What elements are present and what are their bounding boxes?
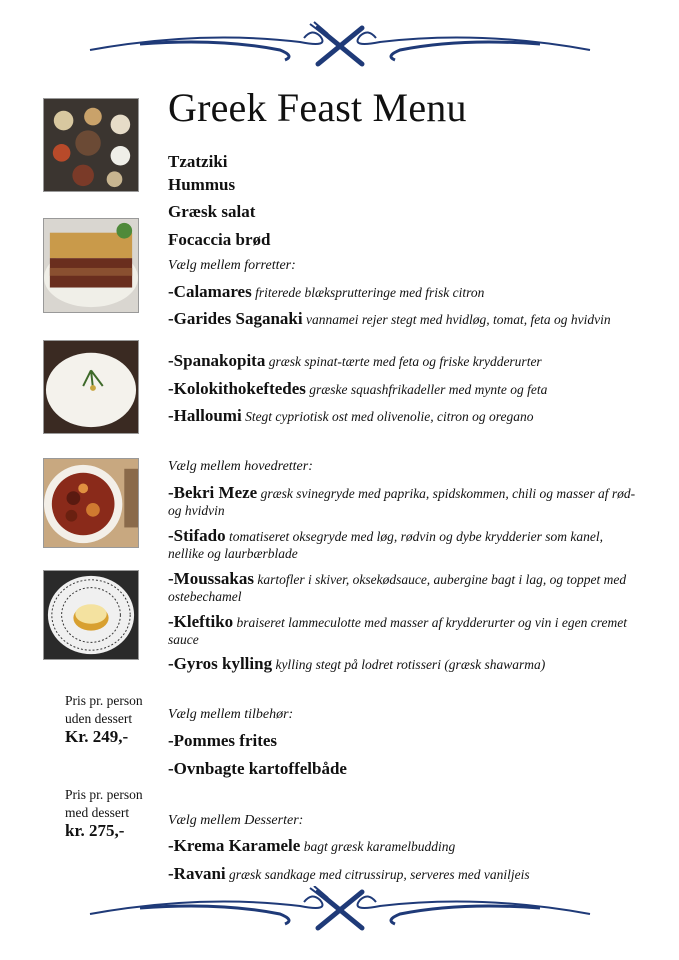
- price-with-dessert: [65, 786, 165, 840]
- price-label: uden dessert: [65, 711, 133, 726]
- price-label: Pris pr. person: [65, 787, 143, 802]
- starters-heading: Vælg mellem forretter:: [168, 258, 296, 273]
- mains-heading: Vælg mellem hovedretter:: [168, 459, 313, 474]
- dish-description: braiseret lammeculotte med masser af krydderurter og vin i egen cremet sauce: [168, 615, 627, 647]
- dish-name: -Ravani: [168, 864, 226, 883]
- dish-name: -Stifado: [168, 526, 226, 545]
- main-item: -Kleftiko braiseret lammeculotte med masser af krydderurter og vin i egen cremet sauce: [168, 612, 627, 647]
- dish-name: -Calamares: [168, 282, 252, 301]
- dish-name: Moussakas: [173, 569, 254, 588]
- dish-name: -Krema Karamele: [168, 836, 301, 855]
- basic-item: Tzatziki: [168, 152, 228, 171]
- price-label: Pris pr. person: [65, 693, 143, 708]
- sides-heading: Vælg mellem tilbehør:: [168, 707, 294, 722]
- dish-name: -Gyros kylling: [168, 654, 273, 673]
- main-item: -Bekri Meze græsk svinegryde med paprika, spidskommen, chili og masser af rød- og hvidvin: [168, 483, 636, 518]
- menu-title: Greek Feast Menu: [168, 85, 467, 130]
- basic-item: Hummus: [168, 175, 236, 194]
- bottom-ornament: [80, 886, 600, 936]
- starter-item: [168, 310, 638, 328]
- price-value: Kr. 249,-: [65, 727, 129, 746]
- dish-name: -Garides Saganaki: [168, 309, 303, 328]
- top-ornament: [80, 20, 600, 70]
- photo-moussaka: [43, 218, 139, 313]
- dish-name: Bekri Meze: [173, 483, 258, 502]
- basic-item: Focaccia brød: [168, 230, 271, 249]
- main-item: [168, 655, 638, 673]
- dish-description: græske squashfrikadeller med mynte og feta: [309, 382, 548, 397]
- dish-description: græsk svinegryde med paprika, spidskommen, chili og masser af rød- og hvidvin: [168, 486, 636, 518]
- starter-item: [168, 283, 638, 301]
- dish-description: friterede blæksprutteringe med frisk citron: [255, 285, 485, 300]
- desserts-heading: Vælg mellem Desserter:: [168, 813, 304, 828]
- dish-name: Kolokithokeftedes: [173, 379, 306, 398]
- photo-meze-spread: [43, 98, 139, 192]
- starter-item: -Kolokithokeftedes græske squashfrikadeller med mynte og feta: [168, 379, 548, 398]
- dish-name: Halloumi: [173, 406, 242, 425]
- photo-stew: [43, 458, 139, 548]
- main-item: [168, 527, 638, 562]
- side-item: -Ovnbagte kartoffelbåde: [168, 759, 347, 778]
- dish-description: bagt græsk karamelbudding: [303, 839, 456, 854]
- basic-item: Græsk salat: [168, 202, 256, 221]
- dish-name: Kleftiko: [173, 612, 234, 631]
- main-item: -Moussakas kartofler i skiver, oksekødsauce, aubergine bagt i lag, og toppet med ostebechamel: [168, 569, 627, 604]
- starter-item: -Spanakopita græsk spinat-tærte med feta og friske krydderurter: [168, 351, 542, 370]
- price-without-dessert: [65, 692, 165, 746]
- dessert-item: [168, 837, 638, 855]
- dish-description: kartofler i skiver, oksekødsauce, aubergine bagt i lag, og toppet med ostebechamel: [168, 572, 627, 604]
- dish-description: kylling stegt på lodret rotisseri (græsk shawarma): [275, 657, 546, 672]
- price-value: kr. 275,-: [65, 821, 125, 840]
- dish-description: vannamei rejer stegt med hvidløg, tomat, feta og hvidvin: [305, 312, 611, 327]
- starter-item: -Halloumi Stegt cypriotisk ost med olivenolie, citron og oregano: [168, 406, 534, 425]
- dish-name: Spanakopita: [173, 351, 266, 370]
- dish-description: græsk sandkage med citrussirup, serveres med vaniljeis: [229, 867, 530, 882]
- dish-description: Stegt cypriotisk ost med olivenolie, citron og oregano: [245, 409, 534, 424]
- dessert-item: [168, 865, 638, 883]
- dish-description: tomatiseret oksegryde med løg, rødvin og dybe krydderier som kanel, nellike og laurbærblade: [168, 529, 604, 561]
- photo-krema-karamele: [43, 570, 139, 660]
- side-item: -Pommes frites: [168, 731, 278, 750]
- price-label: med dessert: [65, 805, 130, 820]
- photo-tzatziki: [43, 340, 139, 434]
- dish-description: græsk spinat-tærte med feta og friske krydderurter: [268, 354, 542, 369]
